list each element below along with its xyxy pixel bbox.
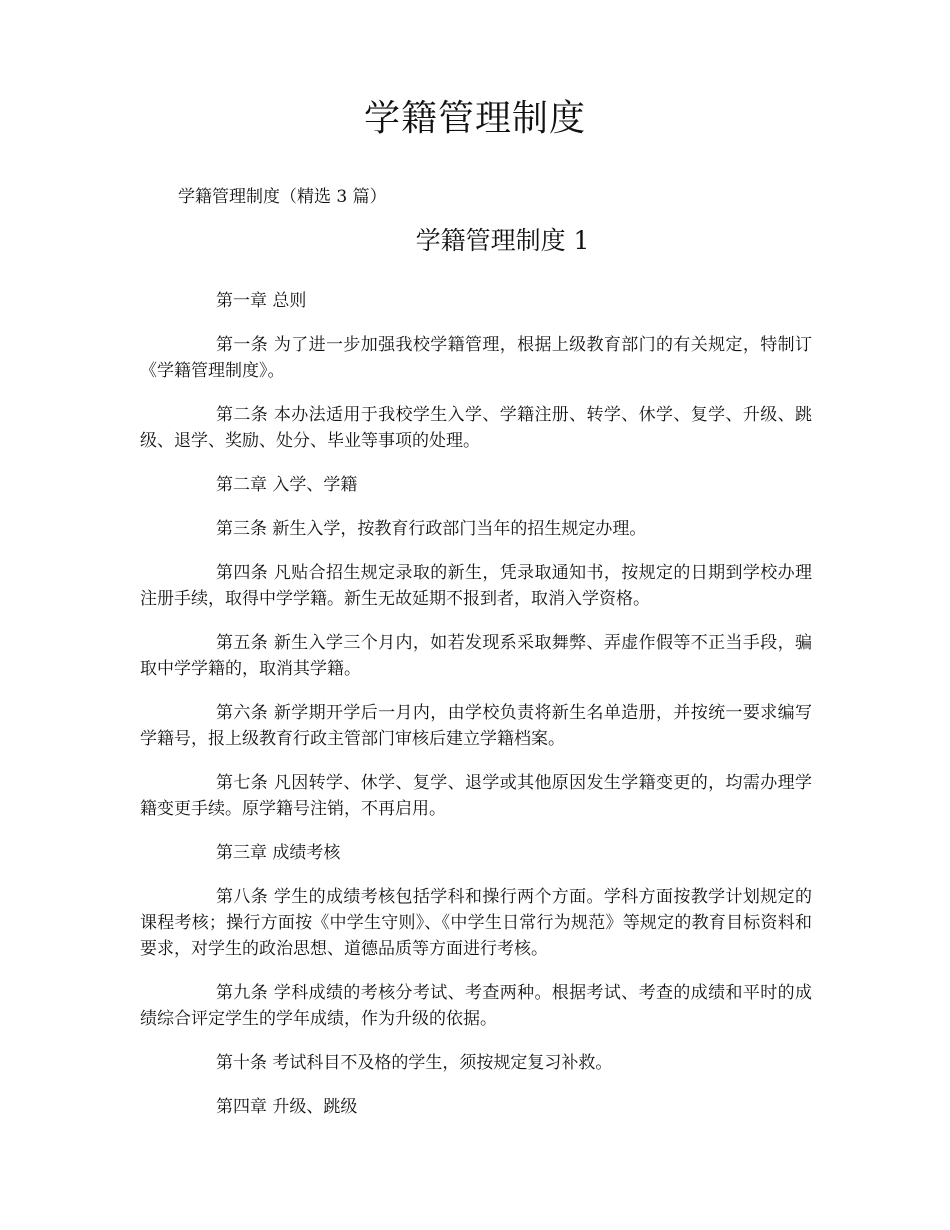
section-title: 学籍管理制度 1 [415, 226, 590, 255]
article-paragraph: 第七条 凡因转学、休学、复学、退学或其他原因发生学籍变更的，均需办理学籍变更手续。原学籍号注销，不再启用。 [140, 773, 812, 819]
article-paragraph: 第九条 学科成绩的考核分考试、考查两种。根据考试、考查的成绩和平时的成绩综合评定学生的学年成绩，作为升级的依据。 [140, 983, 812, 1029]
article-paragraph: 第三条 新生入学，按教育行政部门当年的招生规定办理。 [216, 519, 647, 539]
article-paragraph: 第四条 凡贴合招生规定录取的新生，凭录取通知书，按规定的日期到学校办理注册手续，取得中学学籍。新生无故延期不报到者，取消入学资格。 [140, 563, 812, 609]
chapter-heading: 第一章 总则 [216, 291, 307, 311]
article-paragraph: 第二条 本办法适用于我校学生入学、学籍注册、转学、休学、复学、升级、跳级、退学、奖励、处分、毕业等事项的处理。 [140, 405, 812, 451]
chapter-heading: 第二章 入学、学籍 [216, 475, 358, 495]
article-paragraph: 第八条 学生的成绩考核包括学科和操行两个方面。学科方面按教学计划规定的课程考核；操行方面按《中学生守则》、《中学生日常行为规范》等规定的教育目标资料和要求，对学生的政治思想、道德品质等方面进行考核。 [140, 887, 812, 959]
document-subtitle: 学籍管理制度（精选 3 篇） [178, 187, 387, 207]
article-paragraph: 第六条 新学期开学后一月内，由学校负责将新生名单造册，并按统一要求编写学籍号，报上级教育行政主管部门审核后建立学籍档案。 [140, 703, 812, 749]
article-paragraph: 第五条 新生入学三个月内，如若发现系采取舞弊、弄虚作假等不正当手段，骗取中学学籍的，取消其学籍。 [140, 633, 812, 679]
chapter-heading: 第四章 升级、跳级 [216, 1097, 358, 1117]
document-title: 学籍管理制度 [363, 98, 586, 139]
article-paragraph: 第十条 考试科目不及格的学生，须按规定复习补救。 [216, 1053, 613, 1073]
document-body [140, 288, 812, 1138]
article-paragraph: 第一条 为了进一步加强我校学籍管理，根据上级教育部门的有关规定，特制订《学籍管理制度》。 [140, 335, 812, 381]
chapter-heading: 第三章 成绩考核 [216, 843, 341, 863]
